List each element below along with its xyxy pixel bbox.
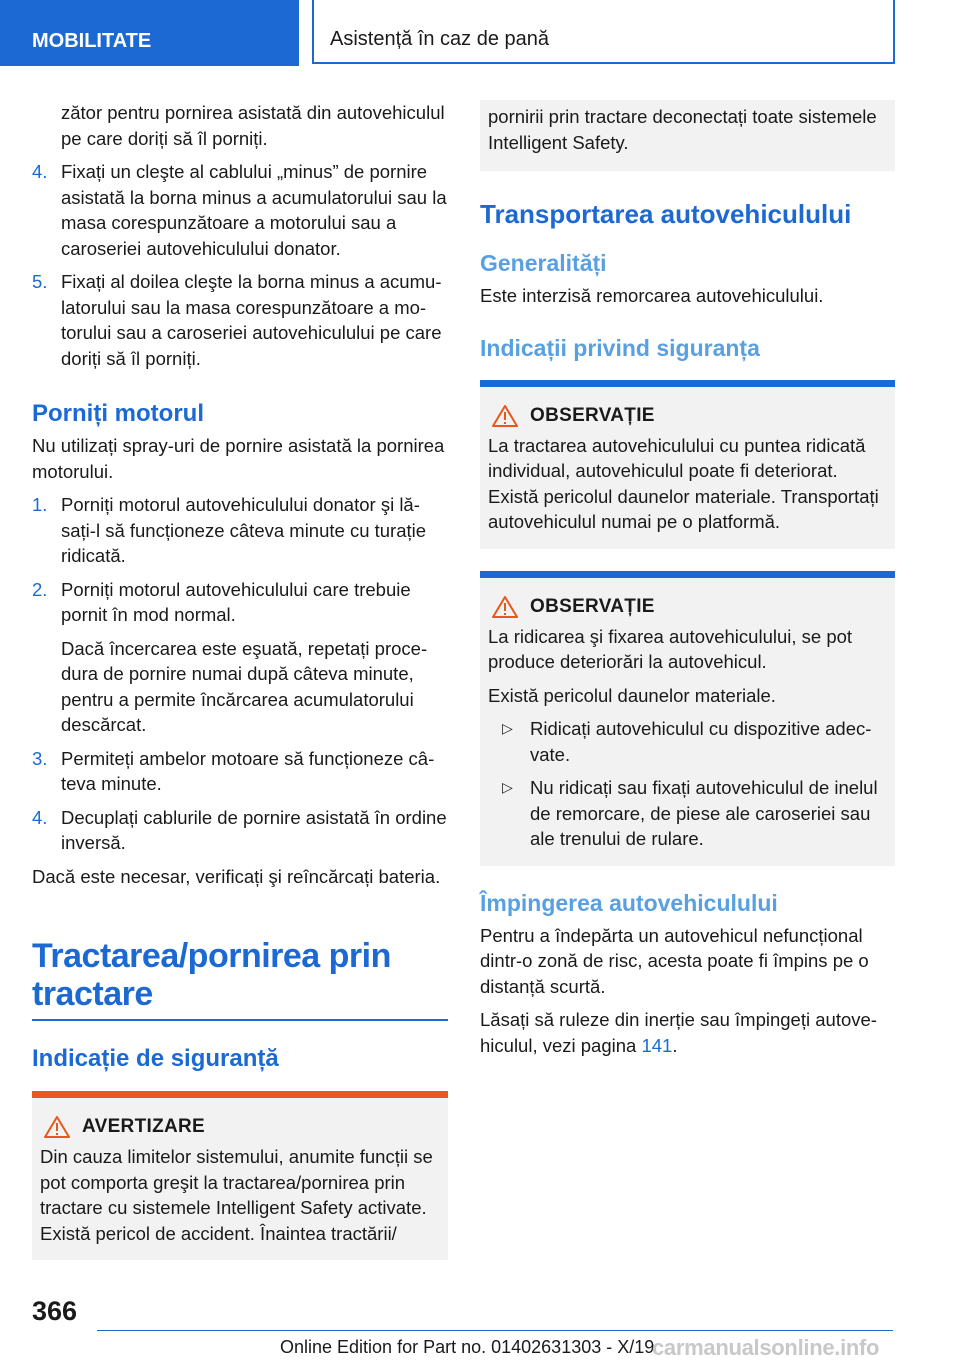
porniti-after: Dacă este necesar, verificați şi reîncărcați bateria. xyxy=(32,865,441,887)
step-item xyxy=(32,159,448,261)
chapter-heading-tractare: Tractarea/pornirea prin tractare xyxy=(32,937,448,1021)
step-item xyxy=(32,746,448,797)
push-text: Pentru a îndepărta un autovehicul nefuncțional dintr-o zonă de risc, acesta poate fi împins pe o distanță scurtă. xyxy=(480,924,869,997)
note-title: OBSERVAȚIE xyxy=(530,595,655,617)
subheading-general: Generalități xyxy=(480,250,607,276)
warning-box-header xyxy=(40,1116,440,1138)
step-text: Porniți motorul autovehiculului donator şi lăsați-l să funcționeze câteva minute cu turație ridicată. xyxy=(61,494,427,566)
porniti-intro: Nu utilizați spray-uri de pornire asistată la pornirea motorului. xyxy=(32,435,445,482)
step-text: Fixați al doilea cleşte la borna minus a acumulatorului sau la masa corespunzătoare a motorului sau a caroseriei autovehiculului pe care doriți să îl porniți. xyxy=(61,271,442,369)
header-section-tab: MOBILITATE xyxy=(0,0,299,66)
note-box-header xyxy=(488,405,887,427)
left-column xyxy=(32,100,448,1268)
step-subtext: Dacă încercarea este eşuată, repetați procedura de pornire numai după câteva minute, pentru a permite încărcarea acumulatorului descărcat. xyxy=(61,637,428,735)
note-title: OBSERVAȚIE xyxy=(530,404,655,426)
general-text: Este interzisă remorcarea autovehiculului. xyxy=(480,285,824,306)
step-text: Porniți motorul autovehiculului care trebuie pornit în mod normal. xyxy=(61,578,411,625)
warning-title: AVERTIZARE xyxy=(82,1116,205,1137)
push-text-2 xyxy=(480,1007,895,1058)
step-number: 1. xyxy=(32,494,48,515)
subheading-safety: Indicație de siguranță xyxy=(32,1045,279,1072)
note-box xyxy=(480,380,895,549)
bullet-item xyxy=(488,775,887,852)
warning-box-continued xyxy=(480,100,895,171)
subheading-push: Împingerea autovehiculului xyxy=(480,889,778,916)
step-text: Permiteți ambelor motoare să funcționeze câteva minute. xyxy=(61,747,435,794)
warning-triangle-icon xyxy=(44,1116,70,1138)
warning-box xyxy=(32,1091,448,1260)
step-number: 3. xyxy=(32,747,48,769)
step-item xyxy=(32,805,448,856)
step-item xyxy=(32,269,448,371)
subheading-safety-notes: Indicații privind siguranța xyxy=(480,334,760,361)
note-text-2: Există pericolul daunelor materiale. xyxy=(488,684,776,706)
bullet-triangle-icon: ▷ xyxy=(502,720,513,736)
footer-edition: Online Edition for Part no. 01402631303 - X/19 xyxy=(280,1337,655,1357)
continued-text: zător pentru pornirea asistată din autovehiculul pe care doriți să îl porniți. xyxy=(61,102,445,149)
bullet-triangle-icon: ▷ xyxy=(502,779,513,795)
step-number: 2. xyxy=(32,578,48,600)
warning-text-continued: pornirii prin tractare deconectați toate sistemele Intelligent Safety. xyxy=(488,106,877,153)
step-item xyxy=(32,577,448,738)
step-item xyxy=(32,492,448,569)
note-box xyxy=(480,571,895,866)
bullet-item xyxy=(488,716,887,767)
step-number: 4. xyxy=(32,806,48,828)
note-text: La ridicarea şi fixarea autovehiculului, se pot produce deteriorări la autovehicul. xyxy=(488,625,853,672)
push-text-2-prefix: Lăsați să ruleze din inerție sau împingeți autovehiculul, vezi pagina xyxy=(480,1009,877,1056)
footer-divider xyxy=(97,1330,893,1331)
right-column xyxy=(480,100,895,1066)
step-number: 4. xyxy=(32,161,48,182)
section-heading-transport: Transportarea autovehiculului xyxy=(480,199,852,229)
step-text: Decuplați cablurile de pornire asistată în ordine inversă. xyxy=(61,806,447,853)
note-text: La tractarea autovehiculului cu puntea ridicată individual, autovehiculul poate fi deteriorat. Există pericolul daunelor materiale. Transportați autovehiculul numai pe o platformă. xyxy=(488,434,879,532)
watermark: carmanualsonline.info xyxy=(652,1335,880,1360)
header-chapter-title: Asistență în caz de pană xyxy=(312,0,895,64)
step-number: 5. xyxy=(32,271,48,292)
step-text: Fixați un cleşte al cablului „minus” de pornire asistată la borna minus a acumulatorului sau la masa corespunzătoare a motorului sau a caroseriei autovehiculului donator. xyxy=(61,161,447,259)
bullet-text: Ridicați autovehiculul cu dispozitive adecvate. xyxy=(530,718,872,765)
warning-triangle-icon xyxy=(492,405,518,427)
note-box-header xyxy=(488,596,887,618)
bullet-text: Nu ridicați sau fixați autovehiculul de inelul de remorcare, de piese ale caroseriei sau ale trenului de rulare. xyxy=(530,777,878,849)
section-heading-porniti: Porniți motorul xyxy=(32,400,204,427)
page-link[interactable]: 141 xyxy=(641,1034,673,1056)
warning-triangle-icon xyxy=(492,596,518,618)
page-number: 366 xyxy=(32,1296,78,1326)
warning-text: Din cauza limitelor sistemului, anumite funcții se pot comporta greşit la tractarea/pornirea prin tractare cu sistemele Intelligent Safety activate. Există pericol de accident. Înaintea tractării/ xyxy=(40,1146,433,1244)
push-text-2-suffix: . xyxy=(672,1034,678,1056)
